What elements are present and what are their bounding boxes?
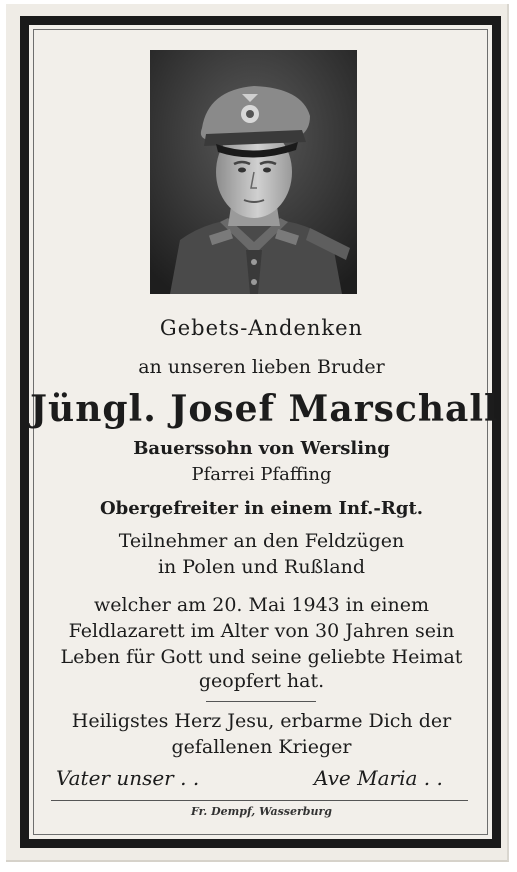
parish-line: Pfarrei Pfaffing xyxy=(191,464,332,485)
prayer-ave-maria: Ave Maria . . xyxy=(314,766,443,790)
death-line: Leben für Gott und seine geliebte Heimat xyxy=(60,646,463,668)
occupation-line: Bauerssohn von Wersling xyxy=(133,438,390,459)
card-subtitle: an unseren lieben Bruder xyxy=(138,356,385,378)
death-line: Feldlazarett im Alter von 30 Jahren sein xyxy=(68,620,455,642)
card-title: Gebets-Andenken xyxy=(159,316,364,340)
deceased-name: Jüngl. Josef Marschall xyxy=(30,388,499,430)
printer-credit: Fr. Dempf, Wasserburg xyxy=(191,805,332,818)
death-line: geopfert hat. xyxy=(198,670,325,692)
footer-rule xyxy=(51,800,468,801)
campaign-line: in Polen und Rußland xyxy=(157,556,366,578)
divider xyxy=(206,701,316,702)
soldier-portrait xyxy=(150,50,357,294)
death-line: welcher am 20. Mai 1943 in einem xyxy=(94,594,429,616)
rank-line: Obergefreiter in einem Inf.-Rgt. xyxy=(99,498,424,519)
prayer-vater-unser: Vater unser . . xyxy=(56,766,200,790)
prayer-line: Heiligstes Herz Jesu, erbarme Dich der xyxy=(71,710,452,732)
campaign-line: Teilnehmer an den Feldzügen xyxy=(118,530,405,552)
memorial-card xyxy=(6,4,509,862)
prayer-line: gefallenen Krieger xyxy=(171,736,352,758)
